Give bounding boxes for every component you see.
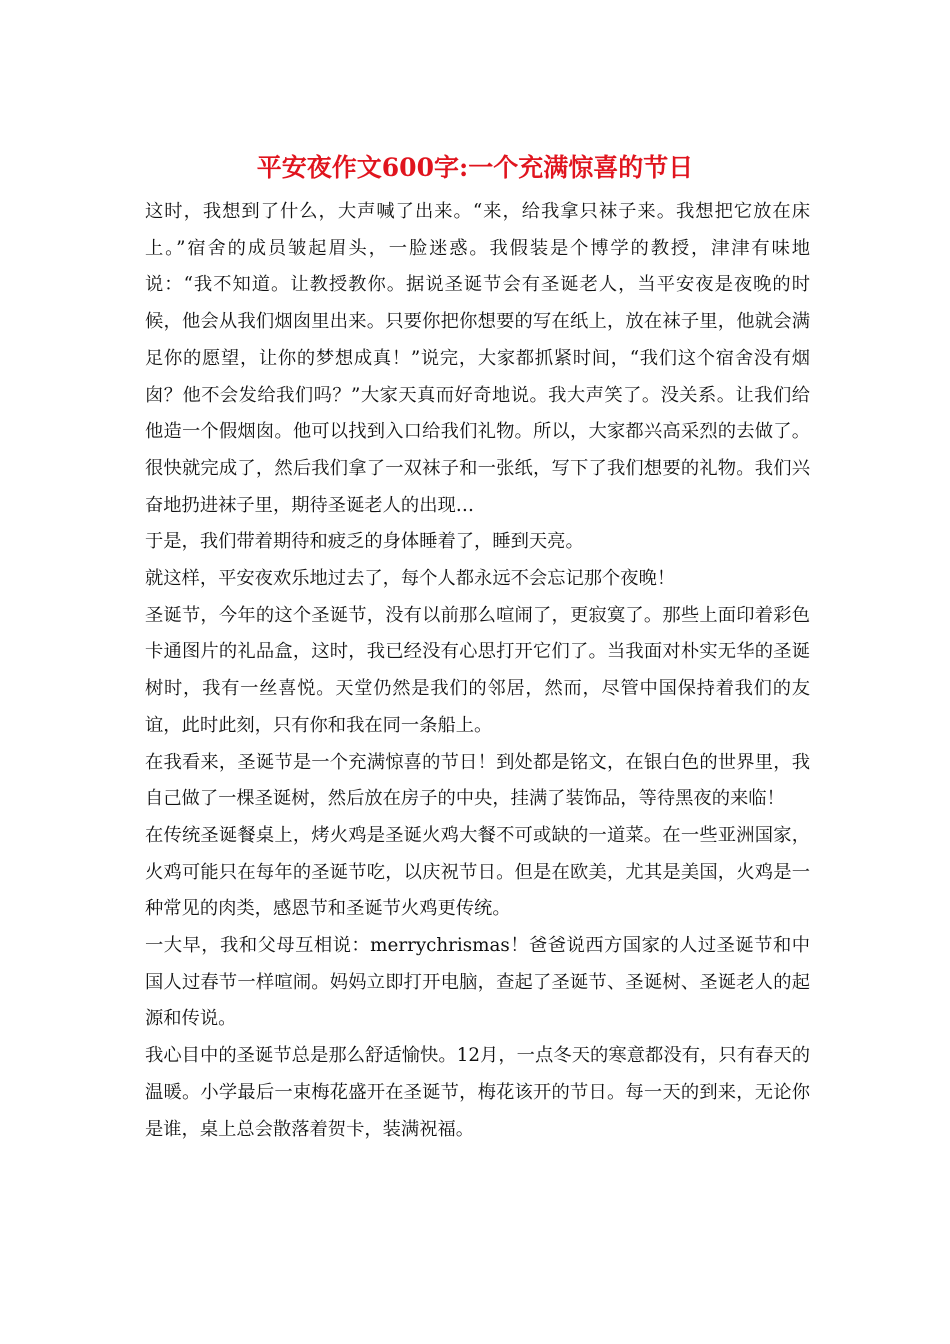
paragraph-1: 这时，我想到了什么，大声喊了出来。“来，给我拿只袜子来。我想把它放在床上。”宿舍的成员皱起眉头，一脸迷惑。我假装是个博学的教授，津津有味地说：“我不知道。让教授教你。据说圣诞节会有圣诞老人，当平安夜是夜晚的时候，他会从我们烟囱里出来。只要你把你想要的写在纸上，放在袜子里，他就会满足你的愿望，让你的梦想成真！”说完，大家都抓紧时间，“我们这个宿舍没有烟囱？他不会发给我们吗？”大家天真而好奇地说。我大声笑了。没关系。让我们给他造一个假烟囱。他可以找到入口给我们礼物。所以，大家都兴高采烈的去做了。很快就完成了，然后我们拿了一双袜子和一张纸，写下了我们想要的礼物。我们兴奋地扔进袜子里，期待圣诞老人的出现… <box>145 201 810 516</box>
paragraph-3: 就这样，平安夜欢乐地过去了，每个人都永远不会忘记那个夜晚！ <box>145 568 676 590</box>
paragraph-6: 在传统圣诞餐桌上，烤火鸡是圣诞火鸡大餐不可或缺的一道菜。在一些亚洲国家，火鸡可能只在每年的圣诞节吃，以庆祝节日。但是在欧美，尤其是美国，火鸡是一种常见的肉类，感恩节和圣诞节火鸡更传统。 <box>145 824 810 920</box>
paragraph-2: 于是，我们带着期待和疲乏的身体睡着了，睡到天亮。 <box>145 531 584 553</box>
paragraph-7: 一大早，我和父母互相说：merrychrismas！爸爸说西方国家的人过圣诞节和中国人过春节一样喧闹。妈妈立即打开电脑，查起了圣诞节、圣诞树、圣诞老人的起源和传说。 <box>145 935 810 1030</box>
paragraph-8: 我心目中的圣诞节总是那么舒适愉快。12月，一点冬天的寒意都没有，只有春天的温暖。小学最后一束梅花盛开在圣诞节，梅花该开的节日。每一天的到来，无论你是谁，桌上总会散落着贺卡，装满祝福。 <box>145 1045 810 1140</box>
document-body <box>145 194 810 1148</box>
paragraph-5: 在我看来，圣诞节是一个充满惊喜的节日！到处都是铭文，在银白色的世界里，我自己做了一棵圣诞树，然后放在房子的中央，挂满了装饰品，等待黑夜的来临！ <box>145 751 810 810</box>
document-title: 平安夜作文600字:一个充满惊喜的节日 <box>256 153 694 182</box>
paragraph-4: 圣诞节，今年的这个圣诞节，没有以前那么喧闹了，更寂寞了。那些上面印着彩色卡通图片的礼品盒，这时，我已经没有心思打开它们了。当我面对朴实无华的圣诞树时，我有一丝喜悦。天堂仍然是我们的邻居，然而，尽管中国保持着我们的友谊，此时此刻，只有你和我在同一条船上。 <box>145 604 810 736</box>
